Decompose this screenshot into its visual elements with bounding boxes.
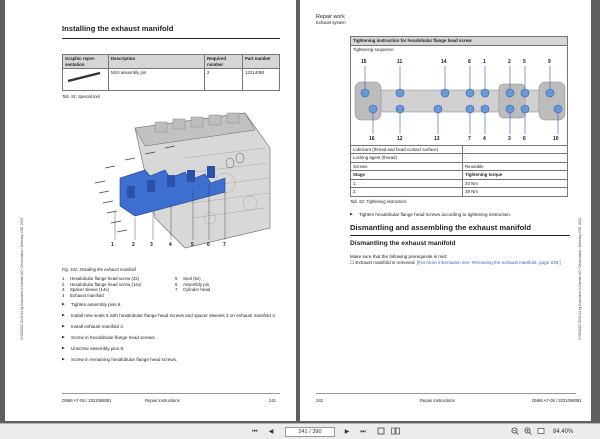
legend-item: 2 Hexalobular flange head screw (14x): [62, 281, 142, 287]
installation-steps: [62, 302, 282, 368]
step-item: ▶ Unscrew assembly pins 6.: [62, 346, 282, 352]
stage-cell: 1.: [351, 179, 463, 188]
torque-header: Tightening torque: [463, 171, 568, 180]
seq-number-bottom-7: 6: [523, 135, 526, 142]
legend-item: 3 Spacer sleeve (14x): [62, 287, 110, 293]
footer-rule: [62, 393, 280, 394]
first-page-button[interactable]: ⏮: [252, 429, 258, 435]
seq-number-bottom-5: 4: [483, 135, 486, 142]
runhead-subtitle: Exhaust system: [316, 20, 346, 26]
figure-number-6: 6: [207, 242, 210, 248]
stage-header: Stage: [351, 171, 463, 180]
step-item: ▶ Install new seals 5 with hexalobular flange head screws and spacer sleeves 3 on exhaust manifold 4.: [62, 313, 282, 319]
tool-col-description: Description: [109, 55, 205, 69]
section-heading-installing: Installing the exhaust manifold: [62, 24, 174, 33]
step-item: ▶ Screw in hexalobular flange head screws.: [62, 335, 282, 341]
figure-number-3: 3: [150, 242, 153, 248]
seq-number-bottom-8: 10: [553, 135, 559, 142]
manifold-top-view: [351, 46, 569, 146]
seq-number-top-6: 2: [508, 58, 511, 65]
subheading-dismantling: Dismantling the exhaust manifold: [350, 240, 456, 247]
step-item: ▶ Tighten assembly pins 6.: [62, 302, 282, 308]
legend-item: 5 Seal (6x): [175, 276, 201, 281]
two-page-view-icon[interactable]: [390, 427, 400, 437]
spec-value: Reusable: [463, 162, 568, 171]
page-number-input[interactable]: 241 / 390: [285, 427, 335, 437]
spec-value: -: [463, 145, 568, 154]
seq-number-top-4: 8: [468, 58, 471, 65]
next-page-button[interactable]: ▶: [344, 429, 350, 435]
zoom-out-icon[interactable]: [510, 427, 520, 437]
legend-left: [62, 276, 142, 298]
seq-number-bottom-2: 12: [397, 135, 403, 142]
figure-caption: Fig. 341: Installing the exhaust manifold: [62, 267, 136, 272]
prerequisite-text: Exhaust manifold is removed.: [355, 260, 416, 265]
runhead-title: Repair work: [316, 14, 345, 20]
seq-number-bottom-6: 3: [508, 135, 511, 142]
footer-title: Repair instructions: [145, 398, 180, 403]
viewer-toolbar: [0, 423, 600, 439]
zoom-in-icon[interactable]: [523, 427, 533, 437]
footer-page-number: 241: [269, 398, 276, 403]
spec-label: Locking agent (thread): [351, 154, 463, 163]
step-item: ▶ Tighten hexalobular flange head screws according to tightening instruction.: [350, 212, 570, 218]
legend-item: 6 Assembly pin: [175, 281, 210, 287]
seq-number-top-1: 15: [361, 58, 367, 65]
footer-doc-id: DN66 A7-05 / 2021068081: [62, 398, 112, 403]
last-page-button[interactable]: ⏭: [360, 429, 366, 435]
seq-number-bottom-4: 7: [468, 135, 471, 142]
side-print: 17/06/2021 20:05:11 by Gutachtert in Daimler AG / Deutschland / Webshop ZSE: 2023: [20, 218, 24, 340]
special-tool-table: [62, 54, 280, 91]
spec-label: Screws: [351, 162, 463, 171]
torque-cell: 38 Nm: [463, 188, 568, 197]
spec-value: -: [463, 154, 568, 163]
stage-cell: 2.: [351, 188, 463, 197]
right-page: [300, 0, 591, 421]
figure-number-1: 1: [111, 242, 114, 248]
table-caption: Tab. 92: Tightening instruction: [350, 199, 406, 204]
seq-number-top-8: 9: [548, 58, 551, 65]
checkbox-icon: ☐: [350, 260, 355, 265]
tightening-step: [350, 212, 570, 223]
tightening-sequence-cell: [351, 45, 568, 145]
tool-table-caption: Tab. 91: Special tool: [62, 94, 100, 99]
seq-number-top-3: 14: [441, 58, 447, 65]
prerequisite-intro: Make sure that the following prerequisite is met:: [350, 254, 448, 259]
step-item: ▶ Screw in remaining hexalobular flange head screws.: [62, 357, 282, 363]
zoom-level[interactable]: 84.40%: [553, 429, 574, 435]
tool-description-cell: M10 assembly pin: [109, 69, 205, 91]
tool-col-graphic: Graphic repre-sentation: [63, 55, 109, 69]
footer-title: Repair instructions: [420, 398, 455, 403]
left-page: [5, 0, 296, 421]
prerequisite-item: [350, 260, 575, 266]
assembly-pin-graphic: [63, 69, 109, 91]
figure-number-7: 7: [223, 242, 226, 248]
fit-page-icon[interactable]: [376, 427, 386, 437]
tool-col-number: Required number: [205, 55, 243, 69]
step-item: ▶ Install exhaust manifold 4.: [62, 324, 282, 330]
running-header: [316, 14, 346, 26]
table-title: Tightening instruction for hexalobular flange head screw: [351, 37, 568, 46]
legend-item: 7 Cylinder head: [175, 287, 211, 293]
engine-manifold-illustration: [75, 108, 275, 258]
tightening-instruction-table: [350, 36, 568, 197]
section-heading-dismantling: Dismantling and assembling the exhaust manifold: [350, 223, 532, 232]
figure-number-2: 2: [132, 242, 135, 248]
figure-number-4: 4: [169, 242, 172, 248]
previous-page-button[interactable]: ◀: [268, 429, 274, 435]
tool-number-cell: 2: [205, 69, 243, 91]
legend-item: 4 Exhaust manifold: [62, 292, 104, 298]
tool-partnumber-cell: 12214084: [243, 69, 280, 91]
heading-rule: [62, 38, 280, 39]
side-print: 17/06/2021 20:05:11 by Gutachtert in Daimler AG / Deutschland / Webshop ZSE: 2023: [578, 218, 582, 340]
heading-rule: [350, 235, 570, 236]
sequence-label: Tightening sequence: [353, 46, 394, 52]
legend-right: [175, 276, 210, 293]
seq-number-top-2: 11: [397, 58, 403, 65]
seq-number-bottom-1: 16: [369, 135, 375, 142]
fit-width-icon[interactable]: [536, 427, 546, 437]
torque-cell: 20 Nm: [463, 179, 568, 188]
seq-number-bottom-3: 13: [434, 135, 440, 142]
seq-number-top-5: 1: [483, 58, 486, 65]
figure-number-5: 5: [191, 242, 194, 248]
footer-doc-id: DN66 A7-05 / 2021068081: [532, 398, 582, 403]
tool-col-partnumber: Part number: [243, 55, 280, 69]
footer-rule: [316, 393, 576, 394]
footer-page-number: 242: [316, 398, 323, 403]
prerequisite-link[interactable]: [For more information see: Removing the exhaust manifold, page 239.]: [416, 260, 561, 265]
spec-label: Lubricant (thread and head contact surface): [351, 145, 463, 154]
legend-item: 1 Hexalobular flange head screw (2x): [62, 276, 140, 281]
seq-number-top-7: 5: [523, 58, 526, 65]
